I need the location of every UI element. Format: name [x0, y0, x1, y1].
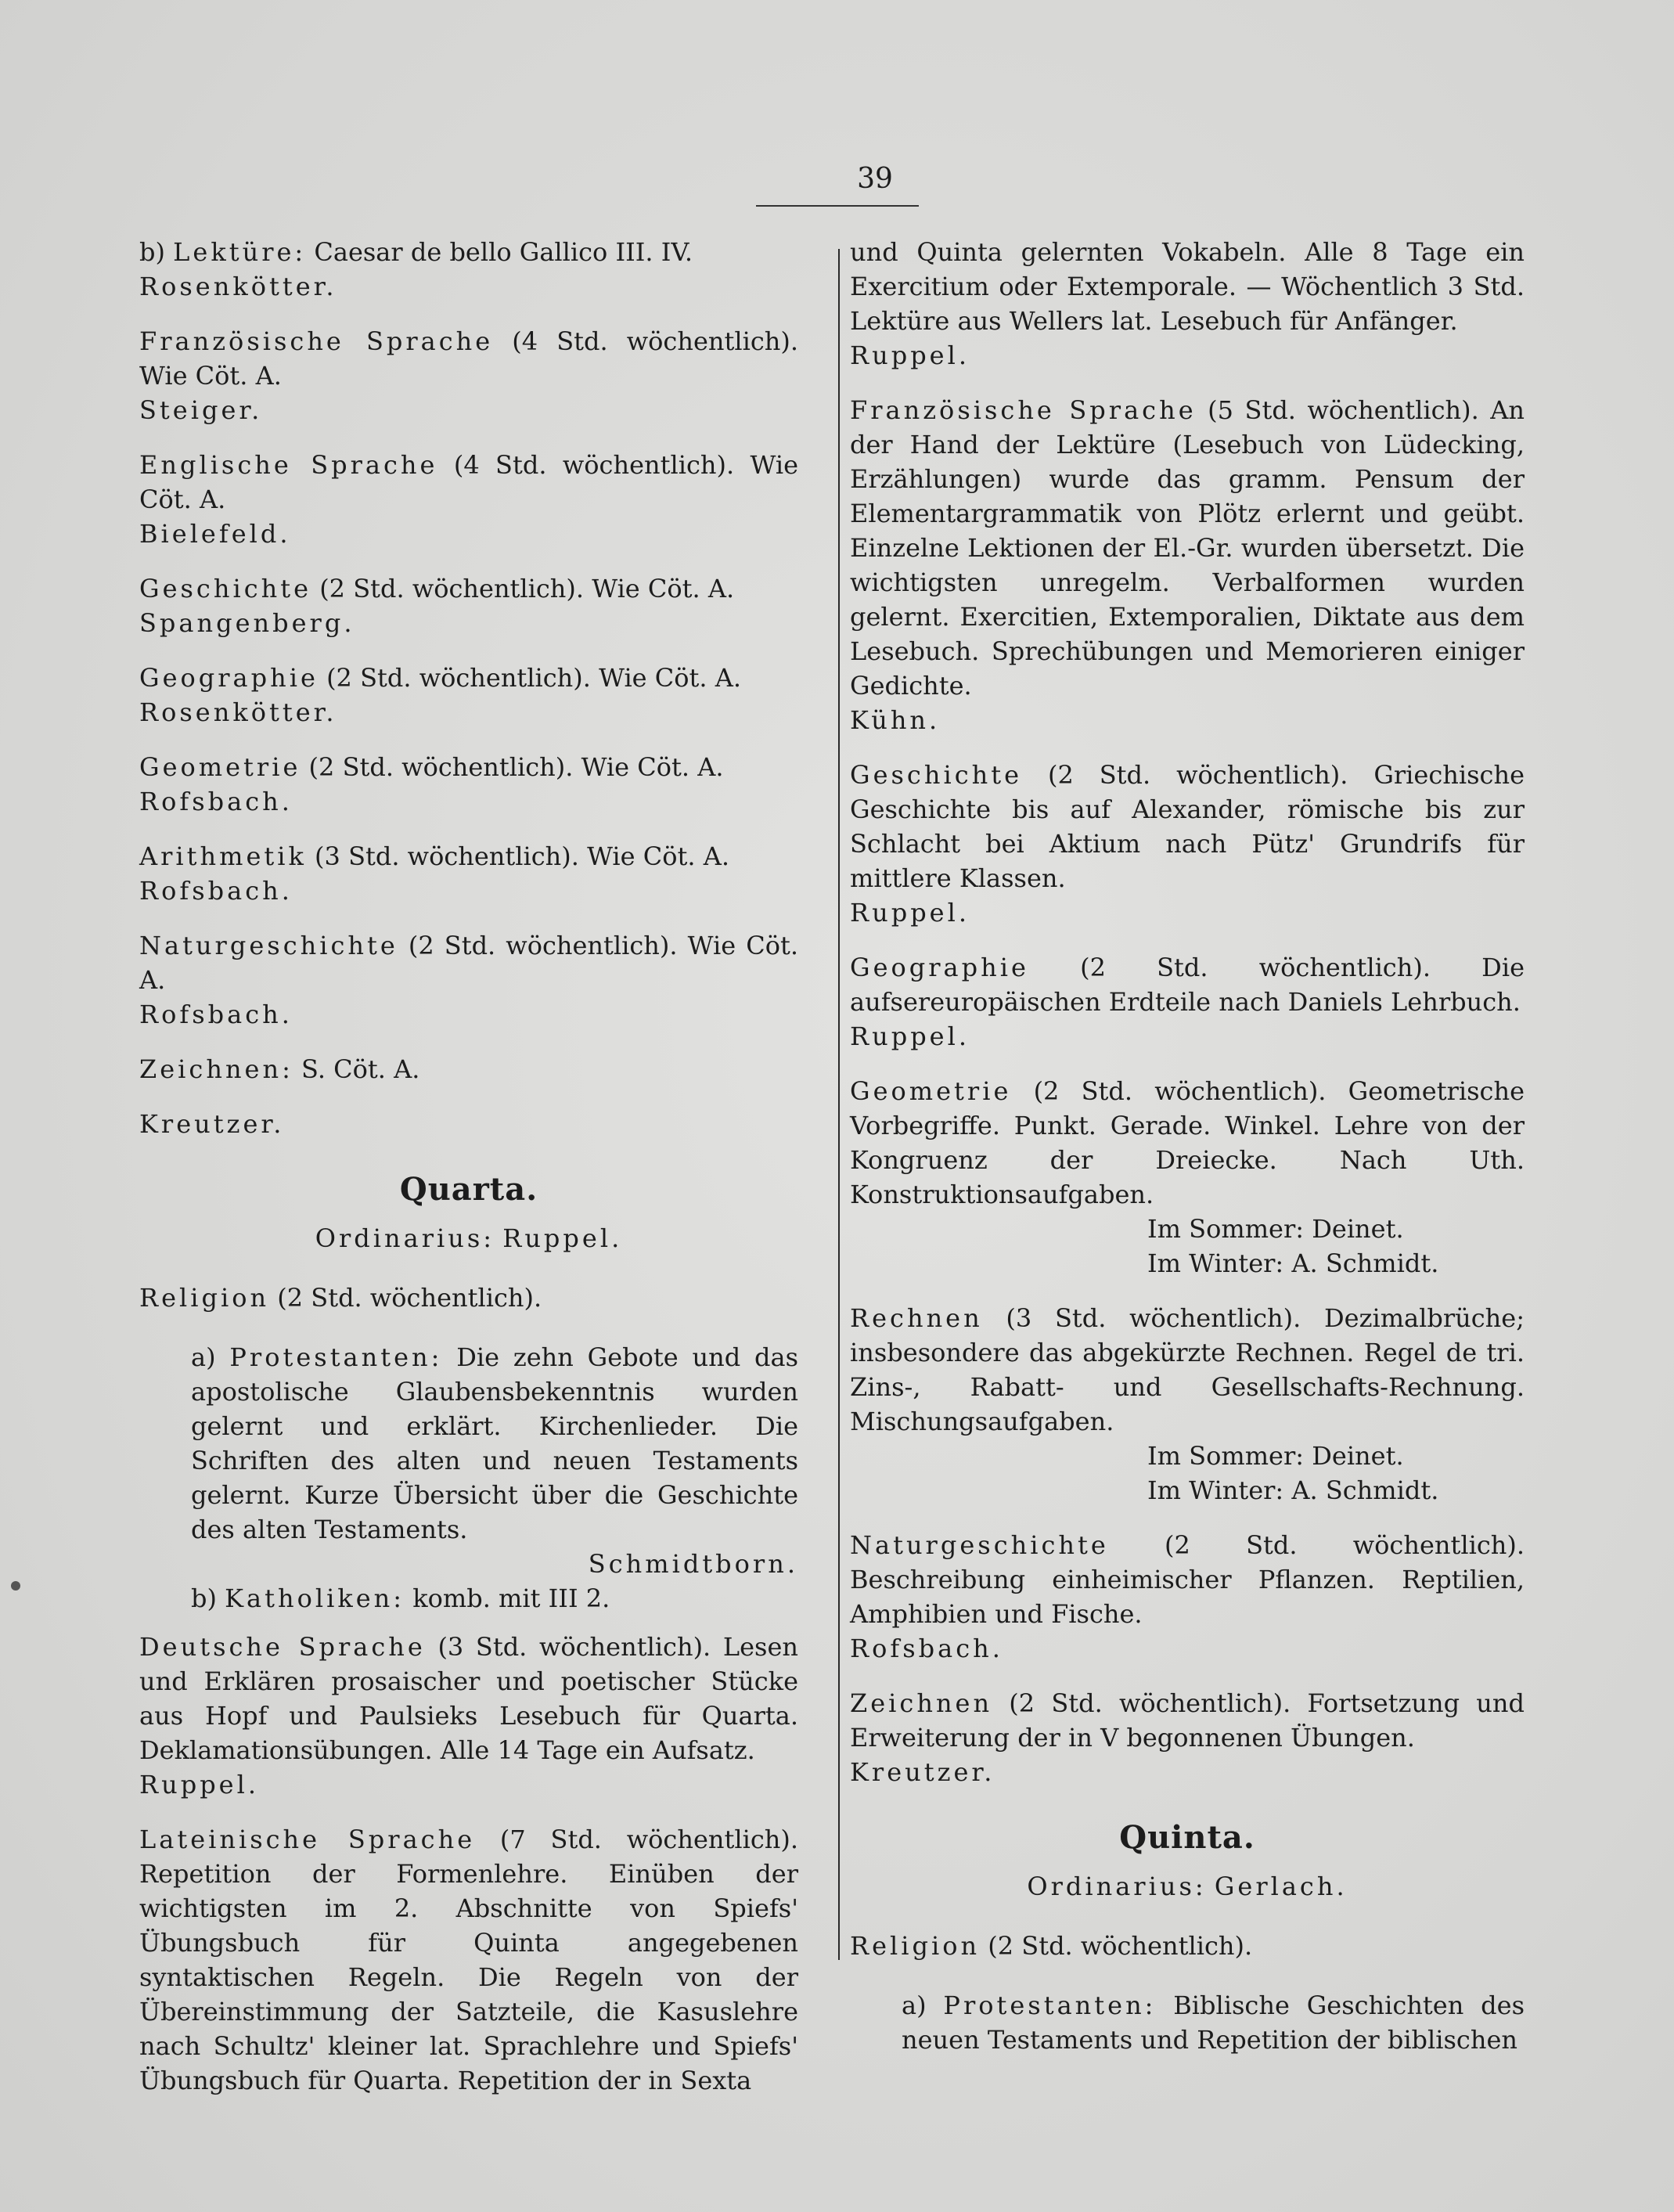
- entry-geschichte: Geschichte (2 Std. wöchentlich). Griechische Geschichte bis auf Alexander, römische bis zur Schlacht bei Aktium nach Pütz' Grundrifs für mittlere Klassen. Ruppel.: [850, 758, 1525, 930]
- teacher-name: Rofsbach.: [139, 876, 293, 906]
- column-divider: [838, 249, 840, 1960]
- page-number-rule: [756, 205, 919, 207]
- summer-teacher: Im Sommer: Deinet.: [1147, 1214, 1404, 1244]
- teacher-name: Rofsbach.: [850, 1634, 1003, 1663]
- entry-rechnen: Rechnen (3 Std. wöchentlich). Dezimalbrüche; insbesondere das abgekürzte Rechnen. Regel de tri. Zins-, Rabatt- und Gesellschafts-Rechnung. Mischungsaufgaben. Im Sommer: Deinet. Im Winter: A. Schmidt.: [850, 1301, 1525, 1508]
- entry-label: Arithmetik: [139, 841, 307, 871]
- entry-label: Naturgeschichte: [139, 931, 398, 960]
- teacher-name: Schmidtborn.: [588, 1549, 798, 1579]
- winter-teacher: Im Winter: A. Schmidt.: [1147, 1475, 1439, 1505]
- entry-label: Lektüre:: [173, 237, 307, 267]
- entry-geometrie: Geometrie (2 Std. wöchentlich). Wie Cöt. A. Rofsbach.: [139, 750, 798, 819]
- entry-franzoesisch: Französische Sprache (5 Std. wöchentlich). An der Hand der Lektüre (Lesebuch von Lüdecking, Erzählungen) wurde das gramm. Pensum der Elementargrammatik von Plötz erlernt und geübt. Einzelne Lektionen der El.-Gr. wurden übersetzt. Die wichtigsten unregelm. Verbalformen wurden gelernt. Exercitien, Extemporalien, Diktate aus dem Lesebuch. Sprechübungen und Memorieren einiger Gedichte. Kühn.: [850, 393, 1525, 737]
- religion-protestanten: a) Protestanten: Biblische Geschichten des neuen Testaments und Repetition der biblischen: [902, 1990, 1525, 2055]
- teacher-name: Kreutzer.: [139, 1109, 285, 1139]
- teacher-name: Steiger.: [139, 395, 263, 425]
- entry-arithmetik: Arithmetik (3 Std. wöchentlich). Wie Cöt. A. Rofsbach.: [139, 839, 798, 908]
- entry-label: Geschichte: [850, 760, 1023, 790]
- entry-religion: Religion (2 Std. wöchentlich). a) Protestanten: Die zehn Gebote und das apostolische Glaubensbekenntnis wurden gelernt und erklärt. Kirchenlieder. Die Schriften des alten und neuen Testaments gelernt. Kurze Übersicht über die Geschichte des alten Testaments. Schmidtborn. b) Katholiken: komb. mit III 2.: [139, 1281, 798, 1616]
- religion-katholiken: b) Katholiken: komb. mit III 2.: [191, 1583, 610, 1613]
- religion-protestanten: a) Protestanten: Die zehn Gebote und das apostolische Glaubensbekenntnis wurden gelernt und erklärt. Kirchenlieder. Die Schriften des alten und neuen Testaments gelernt. Kurze Übersicht über die Geschichte des alten Testaments.: [191, 1342, 799, 1544]
- left-column: [139, 235, 798, 2118]
- entry-geschichte: Geschichte (2 Std. wöchentlich). Wie Cöt. A. Spangenberg.: [139, 571, 798, 640]
- teacher-name: Ruppel.: [139, 1770, 260, 1800]
- teacher-name: Rofsbach.: [139, 1000, 293, 1029]
- page-number: 39: [857, 163, 893, 195]
- entry-geometrie: Geometrie (2 Std. wöchentlich). Geometrische Vorbegriffe. Punkt. Gerade. Winkel. Lehre von der Kongruenz der Dreiecke. Nach Uth. Konstruktionsaufgaben. Im Sommer: Deinet. Im Winter: A. Schmidt.: [850, 1074, 1525, 1281]
- entry-latein: Lateinische Sprache (7 Std. wöchentlich). Repetition der Formenlehre. Einüben der wichtigsten im 2. Abschnitte von Spiefs' Übungsbuch für Quinta angegebenen syntaktischen Regeln. Die Regeln von der Übereinstimmung der Satzteile, die Kasuslehre nach Schultz' kleiner lat. Sprachlehre und Spiefs' Übungsbuch für Quarta. Repetition der in Sexta: [139, 1825, 798, 2095]
- right-column: [850, 235, 1525, 2057]
- entry-lektuere: b) Lektüre: Caesar de bello Gallico III. IV. Rosenkötter.: [139, 235, 798, 304]
- entry-naturgeschichte: Naturgeschichte (2 Std. wöchentlich). Wie Cöt. A. Rofsbach.: [139, 928, 798, 1032]
- entry-religion: Religion (2 Std. wöchentlich). a) Protestanten: Biblische Geschichten des neuen Testaments und Repetition der biblischen: [850, 1929, 1525, 2057]
- entry-label: Naturgeschichte: [850, 1530, 1109, 1560]
- margin-speck: [11, 1581, 20, 1591]
- entry-zeichnen: Zeichnen: S. Cöt. A. Kreutzer.: [139, 1052, 798, 1141]
- entry-label: Geographie: [850, 953, 1029, 982]
- teacher-name: Rosenkötter.: [139, 697, 337, 727]
- teacher-name: Kühn.: [850, 705, 941, 735]
- teacher-name: Ruppel.: [850, 898, 970, 928]
- teacher-name: Ruppel.: [850, 1021, 970, 1051]
- entry-label: Geographie: [139, 663, 319, 693]
- entry-label: Geschichte: [139, 574, 312, 603]
- entry-label: Deutsche Sprache: [139, 1632, 426, 1662]
- entry-deutsch: Deutsche Sprache (3 Std. wöchentlich). Lesen und Erklären prosaischer und poetischer Stücke aus Hopf und Paulsieks Lesebuch für Quarta. Deklamationsübungen. Alle 14 Tage ein Aufsatz. Ruppel.: [139, 1630, 798, 1802]
- entry-latein-continued: und Quinta gelernten Vokabeln. Alle 8 Tage ein Exercitium oder Extemporale. — Wöchentlich 3 Std. Lektüre aus Wellers lat. Lesebuch für Anfänger. Ruppel.: [850, 235, 1525, 373]
- entry-geographie: Geographie (2 Std. wöchentlich). Wie Cöt. A. Rosenkötter.: [139, 661, 798, 730]
- teacher-name: Bielefeld.: [139, 519, 291, 549]
- entry-label: Französische Sprache: [850, 395, 1197, 425]
- teacher-name: Kreutzer.: [850, 1757, 995, 1787]
- teacher-name: Ruppel.: [850, 340, 970, 370]
- ordinarius-line: Ordinarius: Ruppel.: [315, 1223, 623, 1253]
- entry-zeichnen: Zeichnen (2 Std. wöchentlich). Fortsetzung und Erweiterung der in V begonnenen Übungen. Kreutzer.: [850, 1686, 1525, 1789]
- teacher-name: Spangenberg.: [139, 608, 355, 638]
- entry-label: Geometrie: [850, 1076, 1012, 1106]
- entry-geographie: Geographie (2 Std. wöchentlich). Die aufsereuropäischen Erdteile nach Daniels Lehrbuch. Ruppel.: [850, 950, 1525, 1054]
- entry-label: Lateinische Sprache: [139, 1825, 476, 1854]
- entry-naturgeschichte: Naturgeschichte (2 Std. wöchentlich). Beschreibung einheimischer Pflanzen. Reptilien, Amphibien und Fische. Rofsbach.: [850, 1528, 1525, 1666]
- ordinarius-line: Ordinarius: Gerlach.: [1027, 1872, 1348, 1901]
- entry-label: Rechnen: [850, 1303, 983, 1333]
- entry-label: Englische Sprache: [139, 450, 438, 480]
- winter-teacher: Im Winter: A. Schmidt.: [1147, 1248, 1439, 1278]
- entry-englisch: Englische Sprache (4 Std. wöchentlich). Wie Cöt. A. Bielefeld.: [139, 448, 798, 551]
- entry-label: Zeichnen:: [139, 1054, 293, 1084]
- entry-label: Geometrie: [139, 752, 301, 782]
- entry-franzoesisch: Französische Sprache (4 Std. wöchentlich). Wie Cöt. A. Steiger.: [139, 324, 798, 427]
- teacher-name: Rofsbach.: [139, 787, 293, 816]
- section-heading-quinta: Quinta.: [1119, 1819, 1255, 1856]
- entry-label: Zeichnen: [850, 1688, 993, 1718]
- entry-label: Französische Sprache: [139, 326, 494, 356]
- teacher-name: Rosenkötter.: [139, 272, 337, 301]
- entry-label: Religion: [139, 1283, 270, 1313]
- summer-teacher: Im Sommer: Deinet.: [1147, 1441, 1404, 1471]
- section-heading-quarta: Quarta.: [399, 1171, 538, 1208]
- entry-label: Religion: [850, 1931, 981, 1961]
